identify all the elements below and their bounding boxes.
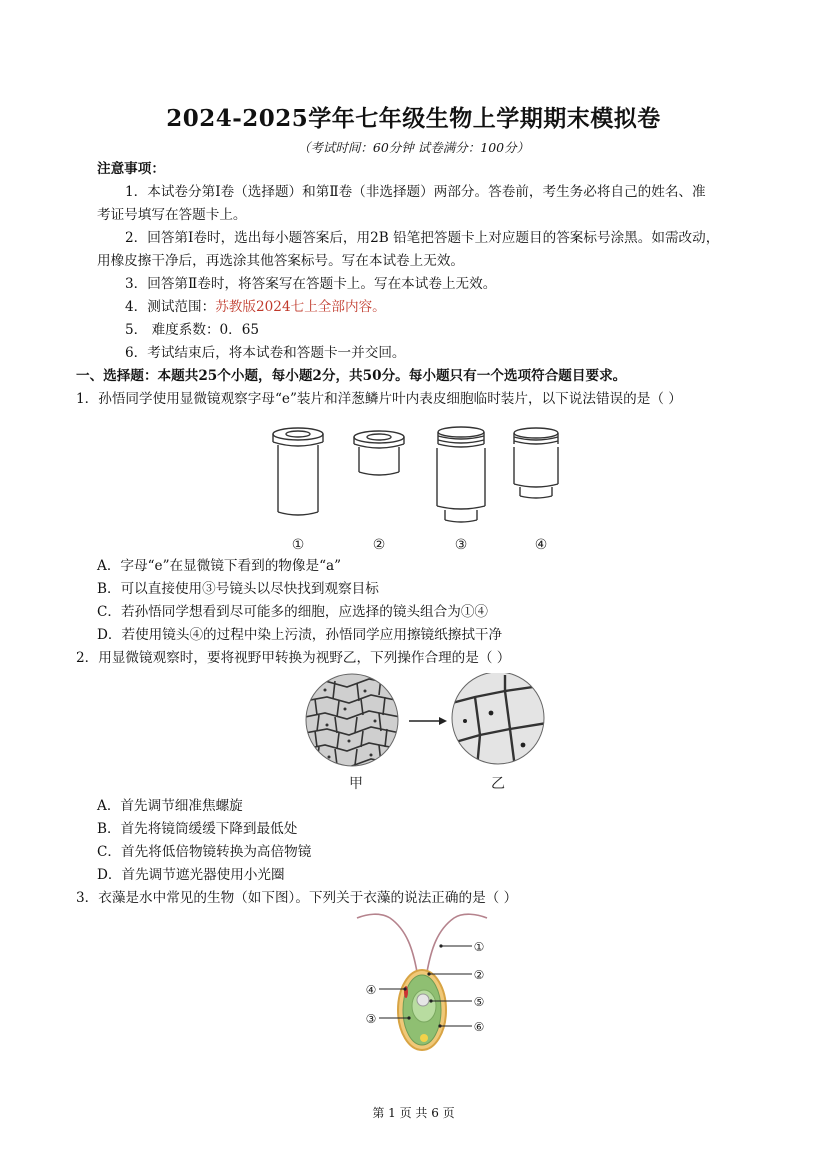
- section-heading: 一、选择题：本题共25个小题，每小题2分，共50分。每小题只有一个选项符合题目要求。: [76, 368, 627, 384]
- chlamydomonas-figure: [355, 910, 495, 1058]
- question-1-option-b: B．可以直接使用③号镜头以尽快找到观察目标: [97, 581, 379, 597]
- lens-2-icon: [354, 431, 404, 475]
- part-label-6: ⑥: [473, 1020, 485, 1034]
- lens-1-icon: [273, 428, 323, 515]
- page-footer: 第 1 页 共 6 页: [372, 1106, 455, 1120]
- view-b-label: 乙: [491, 776, 505, 792]
- notice-item-1-cont: 考证号填写在答题卡上。: [97, 207, 247, 223]
- arrow-icon: [409, 717, 447, 725]
- lens-label-1: ①: [291, 537, 305, 553]
- question-1-option-c: C．若孙悟同学想看到尽可能多的细胞，应选择的镜头组合为①④: [97, 604, 489, 620]
- microscope-views-figure: [305, 673, 545, 795]
- part-label-4: ④: [365, 983, 377, 997]
- notice-item-4: [125, 296, 386, 319]
- lens-3-icon: [437, 427, 485, 522]
- part-label-3: ③: [365, 1012, 377, 1026]
- notice-item-4-prefix: 4．测试范围：: [125, 299, 216, 315]
- nucleus: [417, 994, 429, 1006]
- notice-item-2: 2．回答第Ⅰ卷时，选出每小题答案后，用2B 铅笔把答题卡上对应题目的答案标号涂黑。如需改动，: [125, 230, 720, 246]
- lens-label-4: ④: [534, 537, 548, 553]
- lens-label-3: ③: [454, 537, 468, 553]
- notice-item-5: 5． 难度系数：0．65: [125, 322, 260, 338]
- question-1-option-a: A．字母“e”在显微镜下看到的物像是“a”: [97, 558, 342, 574]
- view-b-image: [452, 673, 545, 768]
- pyrenoid: [420, 1034, 428, 1042]
- flagella: [357, 914, 487, 972]
- part-label-5: ⑤: [473, 995, 485, 1009]
- lens-4-icon: [514, 428, 558, 498]
- notice-item-6: 6．考试结束后，将本试卷和答题卡一并交回。: [125, 345, 406, 361]
- question-1-stem: 1．孙悟同学使用显微镜观察字母“e”装片和洋葱鳞片叶内表皮细胞临时装片，以下说法错误的是（ ）: [76, 391, 682, 407]
- notice-item-2-cont: 用橡皮擦干净后，再选涂其他答案标号。写在本试卷上无效。: [97, 253, 465, 269]
- question-2-option-c: C．首先将低倍物镜转换为高倍物镜: [97, 844, 312, 860]
- notice-item-3: 3．回答第Ⅱ卷时，将答案写在答题卡上。写在本试卷上无效。: [125, 276, 497, 292]
- lens-label-2: ②: [372, 537, 386, 553]
- question-2-option-a: A．首先调节细准焦螺旋: [97, 798, 243, 814]
- part-label-1: ①: [473, 940, 485, 954]
- question-2-stem: 2．用显微镜观察时，要将视野甲转换为视野乙，下列操作合理的是（ ）: [76, 650, 511, 666]
- notice-item-1: 1．本试卷分第Ⅰ卷（选择题）和第Ⅱ卷（非选择题）两部分。答卷前，考生务必将自己的姓名、准: [125, 184, 706, 200]
- microscope-lenses-figure: [265, 422, 575, 554]
- question-2-option-b: B．首先将镜筒缓缓下降到最低处: [97, 821, 298, 837]
- page-title: 2024-2025学年七年级生物上学期期末模拟卷: [166, 105, 661, 132]
- question-3-stem: 3．衣藻是水中常见的生物（如下图）。下列关于衣藻的说法正确的是（ ）: [76, 890, 518, 906]
- question-2-option-d: D．首先调节遮光器使用小光圈: [97, 867, 285, 883]
- question-1-option-d: D．若使用镜头④的过程中染上污渍，孙悟同学应用擦镜纸擦拭干净: [97, 627, 503, 643]
- test-range: 苏教版2024七上全部内容。: [215, 299, 386, 315]
- view-a-label: 甲: [349, 776, 363, 792]
- exam-info: （考试时间：60分钟 试卷满分：100分）: [297, 140, 530, 155]
- part-label-2: ②: [473, 968, 485, 982]
- notice-heading: 注意事项：: [97, 161, 165, 177]
